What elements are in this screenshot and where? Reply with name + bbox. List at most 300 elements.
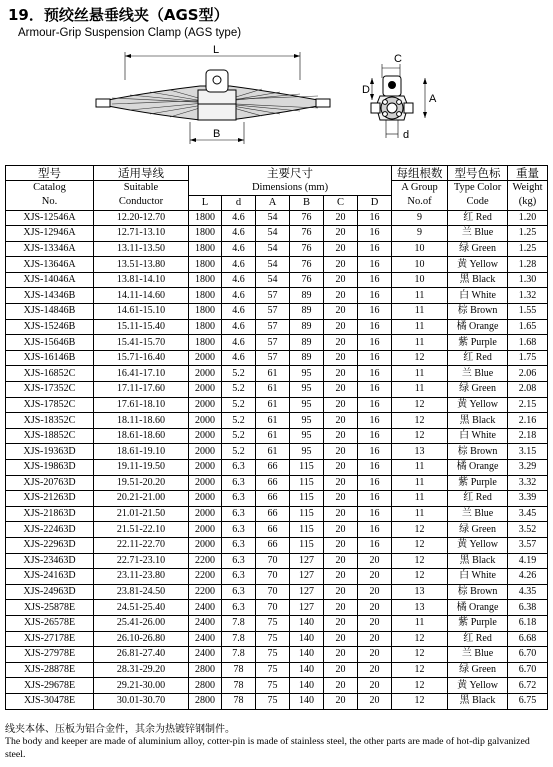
cell-group-count: 12 xyxy=(392,537,448,553)
cell-weight: 6.75 xyxy=(508,693,548,709)
cell-dim-C: 20 xyxy=(324,413,358,429)
cell-dim-B: 89 xyxy=(290,335,324,351)
cell-dim-C: 20 xyxy=(324,506,358,522)
cell-conductor: 26.10-26.80 xyxy=(94,631,189,647)
cell-dim-L: 2000 xyxy=(189,382,222,398)
cell-color-code: 黑 Black xyxy=(448,272,508,288)
cell-dim-D: 16 xyxy=(358,335,392,351)
header-weight-en1: Weight xyxy=(508,181,548,196)
cell-weight: 4.26 xyxy=(508,569,548,585)
cell-dim-A: 61 xyxy=(256,444,290,460)
cell-dim-C: 20 xyxy=(324,460,358,476)
table-row xyxy=(6,506,548,522)
cell-dim-D: 20 xyxy=(358,647,392,663)
cell-group-count: 12 xyxy=(392,569,448,585)
cell-dim-C: 20 xyxy=(324,257,358,273)
cell-dim-d: 6.3 xyxy=(222,522,256,538)
cell-catalog-no: XJS-19863D xyxy=(6,460,94,476)
cell-weight: 2.06 xyxy=(508,366,548,382)
cell-dim-A: 70 xyxy=(256,600,290,616)
cell-dim-C: 20 xyxy=(324,382,358,398)
clamp-drawing xyxy=(0,40,553,160)
cell-color-code: 绿 Green xyxy=(448,522,508,538)
cell-dim-d: 6.3 xyxy=(222,460,256,476)
cell-group-count: 11 xyxy=(392,506,448,522)
table-row xyxy=(6,600,548,616)
header-color-en2: Code xyxy=(448,195,508,210)
cell-conductor: 14.61-15.10 xyxy=(94,304,189,320)
cell-group-count: 11 xyxy=(392,460,448,476)
cell-weight: 1.25 xyxy=(508,241,548,257)
cell-dim-d: 6.3 xyxy=(222,506,256,522)
cell-dim-C: 20 xyxy=(324,522,358,538)
cell-conductor: 18.61-18.60 xyxy=(94,428,189,444)
table-row xyxy=(6,647,548,663)
cell-catalog-no: XJS-27178E xyxy=(6,631,94,647)
cell-conductor: 13.51-13.80 xyxy=(94,257,189,273)
cell-dim-C: 20 xyxy=(324,662,358,678)
cell-dim-D: 16 xyxy=(358,413,392,429)
table-row xyxy=(6,693,548,709)
note-en: The body and keeper are made of aluminium alloy, cotter-pin is made of stainless steel, the other parts are made of hot-dip galvanized steel. xyxy=(5,736,530,760)
cell-dim-B: 127 xyxy=(290,584,324,600)
cell-dim-A: 66 xyxy=(256,522,290,538)
cell-dim-L: 2000 xyxy=(189,522,222,538)
cell-dim-D: 16 xyxy=(358,397,392,413)
cell-dim-A: 61 xyxy=(256,397,290,413)
table-row xyxy=(6,350,548,366)
cell-weight: 6.38 xyxy=(508,600,548,616)
cell-color-code: 棕 Brown xyxy=(448,584,508,600)
cell-catalog-no: XJS-22963D xyxy=(6,537,94,553)
cell-dim-d: 4.6 xyxy=(222,226,256,242)
cell-dim-d: 4.6 xyxy=(222,272,256,288)
cell-dim-B: 76 xyxy=(290,241,324,257)
cell-dim-B: 76 xyxy=(290,210,324,226)
cell-dim-D: 20 xyxy=(358,615,392,631)
cell-dim-B: 76 xyxy=(290,226,324,242)
cell-conductor: 15.41-15.70 xyxy=(94,335,189,351)
cell-catalog-no: XJS-17852C xyxy=(6,397,94,413)
cell-color-code: 黑 Black xyxy=(448,693,508,709)
cell-color-code: 红 Red xyxy=(448,210,508,226)
cell-dim-A: 57 xyxy=(256,350,290,366)
cell-dim-d: 78 xyxy=(222,693,256,709)
cell-color-code: 红 Red xyxy=(448,491,508,507)
cell-dim-C: 20 xyxy=(324,631,358,647)
cell-dim-A: 61 xyxy=(256,428,290,444)
cell-group-count: 11 xyxy=(392,615,448,631)
cell-dim-B: 140 xyxy=(290,647,324,663)
cell-dim-D: 16 xyxy=(358,537,392,553)
header-color-en1: Type Color xyxy=(448,181,508,196)
cell-catalog-no: XJS-23463D xyxy=(6,553,94,569)
cell-dim-L: 1800 xyxy=(189,272,222,288)
cell-dim-B: 89 xyxy=(290,319,324,335)
cell-catalog-no: XJS-13346A xyxy=(6,241,94,257)
table-row xyxy=(6,475,548,491)
header-dim-C: C xyxy=(324,195,358,210)
table-row xyxy=(6,678,548,694)
cell-dim-A: 54 xyxy=(256,210,290,226)
cell-dim-B: 115 xyxy=(290,506,324,522)
cell-group-count: 9 xyxy=(392,210,448,226)
cell-group-count: 13 xyxy=(392,444,448,460)
cell-catalog-no: XJS-24963D xyxy=(6,584,94,600)
cell-dim-L: 1800 xyxy=(189,288,222,304)
cell-catalog-no: XJS-22463D xyxy=(6,522,94,538)
cell-group-count: 12 xyxy=(392,522,448,538)
cell-catalog-no: XJS-27978E xyxy=(6,647,94,663)
cell-conductor: 12.20-12.70 xyxy=(94,210,189,226)
cell-dim-A: 61 xyxy=(256,382,290,398)
cell-dim-A: 66 xyxy=(256,475,290,491)
cell-color-code: 紫 Purple xyxy=(448,475,508,491)
cell-dim-C: 20 xyxy=(324,615,358,631)
cell-weight: 3.52 xyxy=(508,522,548,538)
header-weight-en2: (kg) xyxy=(508,195,548,210)
cell-color-code: 兰 Blue xyxy=(448,506,508,522)
header-catalog-en1: Catalog xyxy=(6,181,94,196)
cell-weight: 3.32 xyxy=(508,475,548,491)
cell-color-code: 红 Red xyxy=(448,631,508,647)
cell-group-count: 11 xyxy=(392,304,448,320)
cell-dim-D: 16 xyxy=(358,491,392,507)
cell-dim-B: 95 xyxy=(290,413,324,429)
cell-dim-B: 76 xyxy=(290,272,324,288)
cell-dim-D: 16 xyxy=(358,506,392,522)
cell-color-code: 兰 Blue xyxy=(448,366,508,382)
cell-dim-L: 1800 xyxy=(189,241,222,257)
cell-dim-d: 6.3 xyxy=(222,537,256,553)
cell-conductor: 13.11-13.50 xyxy=(94,241,189,257)
cell-dim-A: 57 xyxy=(256,288,290,304)
cell-dim-D: 16 xyxy=(358,444,392,460)
cell-weight: 1.20 xyxy=(508,210,548,226)
cell-group-count: 11 xyxy=(392,288,448,304)
cell-color-code: 兰 Blue xyxy=(448,226,508,242)
cell-conductor: 16.41-17.10 xyxy=(94,366,189,382)
table-row xyxy=(6,226,548,242)
cell-weight: 2.15 xyxy=(508,397,548,413)
spec-table-body xyxy=(6,210,548,709)
cell-color-code: 紫 Purple xyxy=(448,615,508,631)
cell-catalog-no: XJS-12546A xyxy=(6,210,94,226)
cell-dim-A: 54 xyxy=(256,272,290,288)
cell-weight: 1.68 xyxy=(508,335,548,351)
cell-dim-B: 127 xyxy=(290,600,324,616)
cell-dim-B: 127 xyxy=(290,569,324,585)
cell-group-count: 11 xyxy=(392,475,448,491)
cell-conductor: 14.11-14.60 xyxy=(94,288,189,304)
spec-table xyxy=(5,165,548,710)
cell-dim-D: 16 xyxy=(358,460,392,476)
cell-dim-C: 20 xyxy=(324,475,358,491)
cell-group-count: 11 xyxy=(392,491,448,507)
table-row xyxy=(6,288,548,304)
table-row xyxy=(6,537,548,553)
table-row xyxy=(6,460,548,476)
cell-catalog-no: XJS-13646A xyxy=(6,257,94,273)
cell-dim-B: 89 xyxy=(290,304,324,320)
cell-dim-A: 70 xyxy=(256,553,290,569)
cell-weight: 2.18 xyxy=(508,428,548,444)
cell-dim-A: 66 xyxy=(256,537,290,553)
cell-dim-C: 20 xyxy=(324,569,358,585)
header-dim-B: B xyxy=(290,195,324,210)
cell-conductor: 23.81-24.50 xyxy=(94,584,189,600)
header-dim-d: d xyxy=(222,195,256,210)
cell-dim-L: 2800 xyxy=(189,693,222,709)
cell-catalog-no: XJS-19363D xyxy=(6,444,94,460)
table-row xyxy=(6,335,548,351)
cell-dim-d: 78 xyxy=(222,662,256,678)
cell-group-count: 12 xyxy=(392,350,448,366)
cell-color-code: 黄 Yellow xyxy=(448,257,508,273)
cell-conductor: 26.81-27.40 xyxy=(94,647,189,663)
cell-conductor: 30.01-30.70 xyxy=(94,693,189,709)
table-row xyxy=(6,569,548,585)
cell-dim-A: 75 xyxy=(256,662,290,678)
cell-dim-B: 95 xyxy=(290,428,324,444)
cell-dim-A: 54 xyxy=(256,241,290,257)
cell-catalog-no: XJS-18352C xyxy=(6,413,94,429)
cell-catalog-no: XJS-17352C xyxy=(6,382,94,398)
cell-dim-B: 95 xyxy=(290,382,324,398)
cell-dim-B: 95 xyxy=(290,366,324,382)
cell-dim-C: 20 xyxy=(324,678,358,694)
cell-dim-A: 61 xyxy=(256,366,290,382)
cell-dim-L: 2000 xyxy=(189,491,222,507)
cell-dim-C: 20 xyxy=(324,350,358,366)
cell-dim-L: 2000 xyxy=(189,537,222,553)
cell-group-count: 12 xyxy=(392,647,448,663)
cell-conductor: 24.51-25.40 xyxy=(94,600,189,616)
cell-color-code: 橘 Orange xyxy=(448,319,508,335)
header-group-en1: A Group xyxy=(392,181,448,196)
table-row xyxy=(6,319,548,335)
header-conductor-cn: 适用导线 xyxy=(94,166,189,181)
cell-dim-C: 20 xyxy=(324,210,358,226)
cell-catalog-no: XJS-29678E xyxy=(6,678,94,694)
cell-weight: 6.68 xyxy=(508,631,548,647)
cell-dim-C: 20 xyxy=(324,335,358,351)
cell-weight: 1.55 xyxy=(508,304,548,320)
table-row xyxy=(6,210,548,226)
header-weight-cn: 重量 xyxy=(508,166,548,181)
cell-dim-L: 2000 xyxy=(189,397,222,413)
cell-group-count: 13 xyxy=(392,600,448,616)
cell-dim-D: 16 xyxy=(358,475,392,491)
cell-weight: 1.28 xyxy=(508,257,548,273)
cell-dim-D: 16 xyxy=(358,350,392,366)
label-L: L xyxy=(213,44,220,56)
cell-dim-d: 4.6 xyxy=(222,288,256,304)
cell-dim-C: 20 xyxy=(324,288,358,304)
cell-dim-A: 66 xyxy=(256,491,290,507)
cell-dim-L: 2000 xyxy=(189,475,222,491)
cell-dim-C: 20 xyxy=(324,491,358,507)
table-row xyxy=(6,553,548,569)
note-cn: 线夹本体、压板为铝合金件，其余为热镀锌钢制件。 xyxy=(5,724,235,735)
cell-dim-d: 4.6 xyxy=(222,210,256,226)
cell-conductor: 13.81-14.10 xyxy=(94,272,189,288)
cell-dim-D: 20 xyxy=(358,569,392,585)
cell-weight: 1.75 xyxy=(508,350,548,366)
cell-catalog-no: XJS-20763D xyxy=(6,475,94,491)
cell-dim-A: 75 xyxy=(256,615,290,631)
cell-group-count: 12 xyxy=(392,662,448,678)
cell-dim-L: 1800 xyxy=(189,226,222,242)
cell-dim-B: 115 xyxy=(290,460,324,476)
cell-weight: 6.70 xyxy=(508,662,548,678)
cell-dim-d: 5.2 xyxy=(222,428,256,444)
cell-dim-A: 75 xyxy=(256,647,290,663)
header-dim-A: A xyxy=(256,195,290,210)
cell-dim-D: 16 xyxy=(358,257,392,273)
cell-dim-C: 20 xyxy=(324,319,358,335)
table-row xyxy=(6,444,548,460)
cell-dim-A: 54 xyxy=(256,226,290,242)
cell-weight: 2.16 xyxy=(508,413,548,429)
cell-dim-L: 2400 xyxy=(189,631,222,647)
header-dims-cn: 主要尺寸 xyxy=(189,166,392,181)
cell-weight: 3.15 xyxy=(508,444,548,460)
cell-dim-A: 66 xyxy=(256,460,290,476)
cell-dim-D: 16 xyxy=(358,522,392,538)
cell-group-count: 12 xyxy=(392,678,448,694)
cell-dim-L: 2000 xyxy=(189,366,222,382)
cell-weight: 1.65 xyxy=(508,319,548,335)
cell-dim-B: 76 xyxy=(290,257,324,273)
cell-catalog-no: XJS-25878E xyxy=(6,600,94,616)
cell-weight: 6.72 xyxy=(508,678,548,694)
cell-dim-d: 6.3 xyxy=(222,491,256,507)
cell-conductor: 19.11-19.50 xyxy=(94,460,189,476)
cell-dim-L: 2200 xyxy=(189,553,222,569)
cell-group-count: 12 xyxy=(392,693,448,709)
cell-color-code: 绿 Green xyxy=(448,662,508,678)
cell-dim-B: 115 xyxy=(290,491,324,507)
label-C: C xyxy=(394,53,402,65)
label-D: D xyxy=(362,84,370,96)
cell-conductor: 23.11-23.80 xyxy=(94,569,189,585)
cell-group-count: 9 xyxy=(392,226,448,242)
cell-dim-L: 2000 xyxy=(189,413,222,429)
cell-dim-d: 78 xyxy=(222,678,256,694)
cell-weight: 4.35 xyxy=(508,584,548,600)
cell-dim-C: 20 xyxy=(324,584,358,600)
cell-conductor: 21.51-22.10 xyxy=(94,522,189,538)
table-row xyxy=(6,382,548,398)
cell-dim-D: 16 xyxy=(358,366,392,382)
label-B: B xyxy=(213,128,221,140)
header-dim-L: L xyxy=(189,195,222,210)
cell-group-count: 10 xyxy=(392,272,448,288)
cell-dim-d: 6.3 xyxy=(222,553,256,569)
cell-dim-D: 16 xyxy=(358,272,392,288)
cell-conductor: 12.71-13.10 xyxy=(94,226,189,242)
cell-dim-B: 140 xyxy=(290,631,324,647)
header-catalog-cn: 型号 xyxy=(6,166,94,181)
cell-dim-D: 16 xyxy=(358,226,392,242)
cell-dim-C: 20 xyxy=(324,241,358,257)
cell-catalog-no: XJS-28878E xyxy=(6,662,94,678)
cell-weight: 1.25 xyxy=(508,226,548,242)
cell-dim-D: 16 xyxy=(358,319,392,335)
cell-dim-L: 2800 xyxy=(189,662,222,678)
cell-conductor: 15.11-15.40 xyxy=(94,319,189,335)
cell-dim-L: 2000 xyxy=(189,444,222,460)
cell-dim-D: 16 xyxy=(358,428,392,444)
cell-dim-d: 7.8 xyxy=(222,631,256,647)
cell-dim-d: 7.8 xyxy=(222,615,256,631)
cell-dim-L: 2200 xyxy=(189,584,222,600)
cell-catalog-no: XJS-16852C xyxy=(6,366,94,382)
cell-dim-C: 20 xyxy=(324,444,358,460)
cell-group-count: 10 xyxy=(392,257,448,273)
cell-dim-A: 66 xyxy=(256,506,290,522)
cell-dim-A: 57 xyxy=(256,304,290,320)
header-group-cn: 每组根数 xyxy=(392,166,448,181)
header-group-en2: No.of xyxy=(392,195,448,210)
cell-dim-A: 75 xyxy=(256,693,290,709)
cell-dim-B: 140 xyxy=(290,615,324,631)
cell-color-code: 红 Red xyxy=(448,350,508,366)
cell-dim-D: 20 xyxy=(358,678,392,694)
cell-dim-L: 2000 xyxy=(189,506,222,522)
cell-dim-L: 1800 xyxy=(189,257,222,273)
cell-dim-C: 20 xyxy=(324,272,358,288)
cell-dim-d: 4.6 xyxy=(222,335,256,351)
cell-color-code: 兰 Blue xyxy=(448,647,508,663)
cell-conductor: 17.61-18.10 xyxy=(94,397,189,413)
cell-dim-D: 20 xyxy=(358,584,392,600)
cell-dim-d: 5.2 xyxy=(222,397,256,413)
cell-weight: 1.30 xyxy=(508,272,548,288)
table-row xyxy=(6,241,548,257)
cell-dim-d: 6.3 xyxy=(222,600,256,616)
cell-group-count: 12 xyxy=(392,631,448,647)
table-row xyxy=(6,631,548,647)
cell-conductor: 15.71-16.40 xyxy=(94,350,189,366)
cell-dim-d: 7.8 xyxy=(222,647,256,663)
cell-color-code: 紫 Purple xyxy=(448,335,508,351)
cell-catalog-no: XJS-16146B xyxy=(6,350,94,366)
cell-dim-d: 5.2 xyxy=(222,382,256,398)
cell-weight: 6.70 xyxy=(508,647,548,663)
cell-conductor: 19.51-20.20 xyxy=(94,475,189,491)
cell-dim-L: 2400 xyxy=(189,600,222,616)
cell-dim-D: 16 xyxy=(358,210,392,226)
cell-dim-D: 16 xyxy=(358,382,392,398)
cell-dim-d: 5.2 xyxy=(222,366,256,382)
cell-dim-A: 61 xyxy=(256,413,290,429)
cell-dim-L: 2400 xyxy=(189,615,222,631)
cell-conductor: 21.01-21.50 xyxy=(94,506,189,522)
cell-dim-B: 95 xyxy=(290,444,324,460)
cell-dim-D: 20 xyxy=(358,631,392,647)
cell-catalog-no: XJS-14846B xyxy=(6,304,94,320)
cell-dim-A: 70 xyxy=(256,569,290,585)
table-row xyxy=(6,662,548,678)
cell-dim-C: 20 xyxy=(324,647,358,663)
cell-dim-B: 89 xyxy=(290,350,324,366)
cell-group-count: 12 xyxy=(392,397,448,413)
cell-catalog-no: XJS-21263D xyxy=(6,491,94,507)
cell-dim-D: 20 xyxy=(358,693,392,709)
cell-conductor: 20.21-21.00 xyxy=(94,491,189,507)
